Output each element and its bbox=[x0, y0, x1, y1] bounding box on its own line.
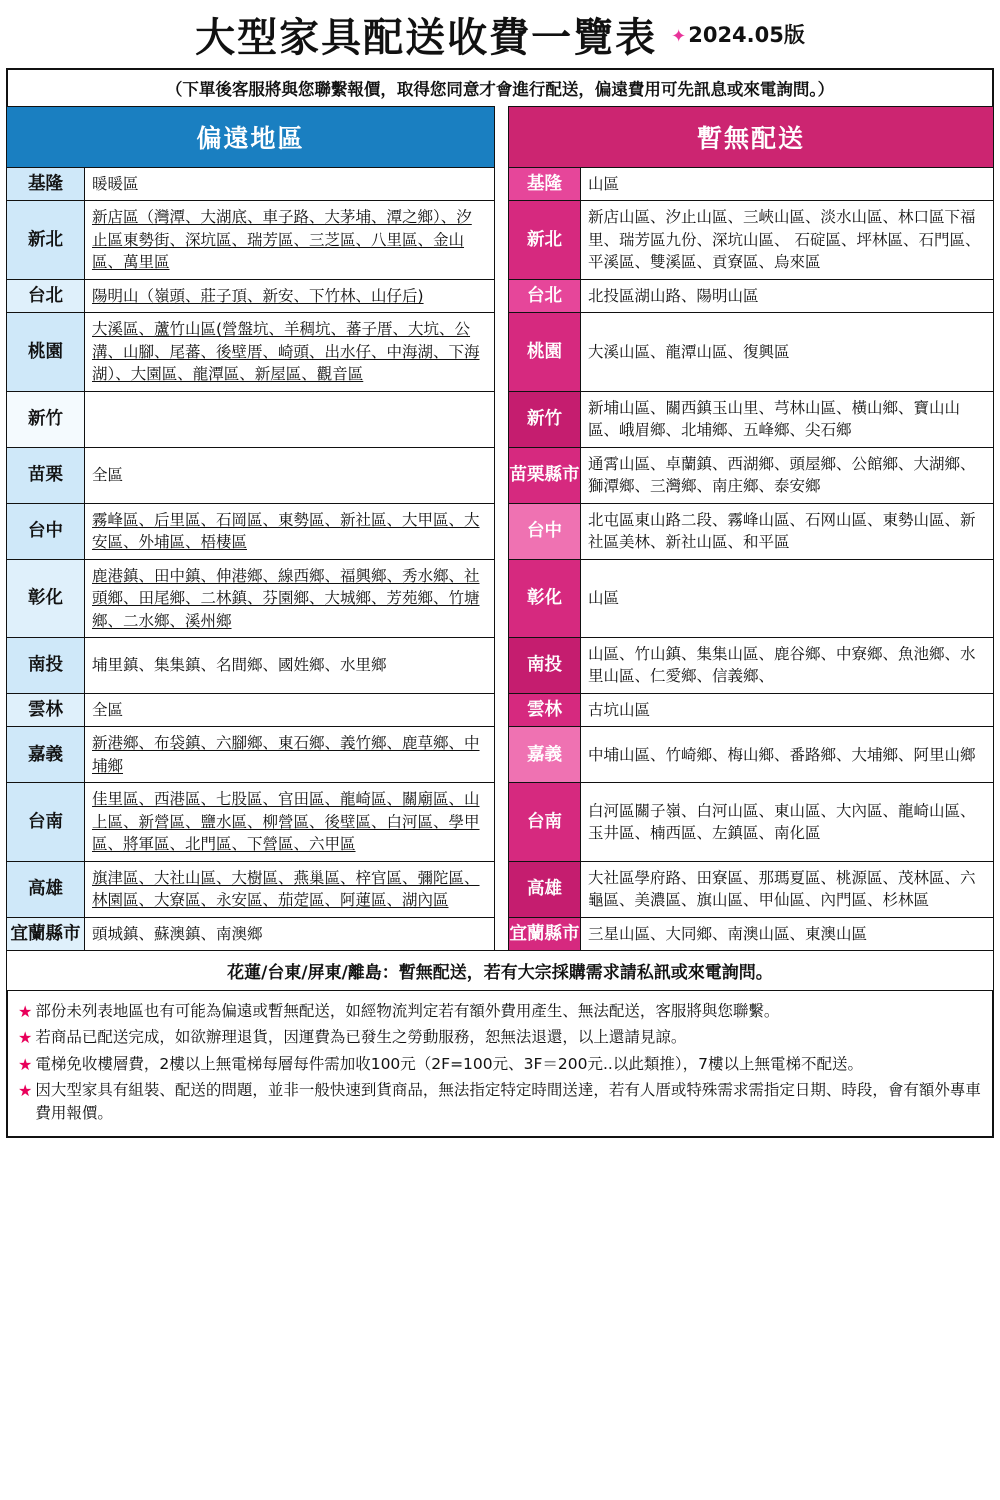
row-spacer bbox=[495, 447, 509, 503]
no-delivery-text: 新店山區、汐止山區、三峽山區、淡水山區、林口區下福里、瑞芳區九份、深坑山區、 石碇區、坪林區、石門區、平溪區、雙溪區、貢寮區、烏來區 bbox=[581, 201, 994, 279]
header-remote-area: 偏遠地區 bbox=[7, 107, 495, 168]
note-item bbox=[18, 1000, 982, 1023]
title-bar bbox=[6, 0, 994, 68]
region-label-right: 新北 bbox=[509, 201, 581, 279]
note-text: 電梯免收樓層費，2樓以上無電梯每層每件需加收100元（2F=100元、3F＝200元..以此類推），7樓以上無電梯不配送。 bbox=[35, 1054, 863, 1073]
notice-bar: （下單後客服將與您聯繫報價，取得您同意才會進行配送，偏遠費用可先訊息或來電詢問。） bbox=[6, 68, 994, 106]
table-row bbox=[7, 168, 994, 201]
no-delivery-text: 山區 bbox=[581, 168, 994, 201]
region-label-right: 南投 bbox=[509, 637, 581, 693]
star-icon: ★ bbox=[18, 1054, 33, 1074]
region-label-right: 高雄 bbox=[509, 861, 581, 917]
page-title: 大型家具配送收費一覽表 bbox=[195, 14, 658, 61]
remote-area-text: 全區 bbox=[85, 447, 495, 503]
row-spacer bbox=[495, 727, 509, 783]
region-label-left: 彰化 bbox=[7, 559, 85, 637]
no-delivery-text: 山區 bbox=[581, 559, 994, 637]
table-row bbox=[7, 727, 994, 783]
region-label-left: 雲林 bbox=[7, 693, 85, 726]
note-item bbox=[18, 1026, 982, 1049]
region-label-left: 台南 bbox=[7, 783, 85, 861]
remote-area-text: 陽明山（嶺頭、莊子頂、新安、下竹林、山仔后) bbox=[85, 279, 495, 312]
row-spacer bbox=[495, 783, 509, 861]
table-row bbox=[7, 447, 994, 503]
remote-area-text bbox=[85, 391, 495, 447]
table-header-row bbox=[7, 107, 994, 168]
version-badge bbox=[671, 19, 805, 49]
table-row bbox=[7, 917, 994, 950]
table-row bbox=[7, 313, 994, 391]
diamond-icon: ✦ bbox=[671, 26, 687, 47]
region-label-right: 桃園 bbox=[509, 313, 581, 391]
table-row bbox=[7, 391, 994, 447]
region-label-left: 台中 bbox=[7, 503, 85, 559]
region-label-right: 台北 bbox=[509, 279, 581, 312]
region-label-right: 宜蘭縣市 bbox=[509, 917, 581, 950]
no-delivery-text: 三星山區、大同鄉、南澳山區、東澳山區 bbox=[581, 917, 994, 950]
notes-section bbox=[6, 991, 994, 1138]
no-delivery-text: 北屯區東山路二段、霧峰山區、石网山區、東勢山區、新社區美林、新社山區、和平區 bbox=[581, 503, 994, 559]
table-row bbox=[7, 503, 994, 559]
table-row bbox=[7, 693, 994, 726]
table-row bbox=[7, 559, 994, 637]
region-label-left: 南投 bbox=[7, 637, 85, 693]
region-label-right: 雲林 bbox=[509, 693, 581, 726]
row-spacer bbox=[495, 693, 509, 726]
remote-area-text: 旗津區、大社山區、大樹區、燕巢區、梓官區、彌陀區、 林園區、大寮區、永安區、茄萣區、阿蓮區、湖內區 bbox=[85, 861, 495, 917]
row-spacer bbox=[495, 201, 509, 279]
region-label-left: 苗栗 bbox=[7, 447, 85, 503]
no-delivery-text: 中埔山區、竹崎鄉、梅山鄉、番路鄉、大埔鄉、阿里山鄉 bbox=[581, 727, 994, 783]
header-no-delivery: 暫無配送 bbox=[509, 107, 994, 168]
region-label-right: 彰化 bbox=[509, 559, 581, 637]
table-row bbox=[7, 201, 994, 279]
remote-area-text: 新店區（灣潭、大湖底、車子路、大茅埔、潭之鄉）、汐止區東勢街、深坑區、瑞芳區、三芝區、八里區、金山區、萬里區 bbox=[85, 201, 495, 279]
star-icon: ★ bbox=[18, 1002, 33, 1022]
version-label: 2024.05版 bbox=[688, 23, 805, 47]
note-item bbox=[18, 1079, 982, 1126]
column-spacer bbox=[495, 107, 509, 168]
region-label-right: 苗栗縣市 bbox=[509, 447, 581, 503]
row-spacer bbox=[495, 391, 509, 447]
region-label-left: 宜蘭縣市 bbox=[7, 917, 85, 950]
table-row bbox=[7, 637, 994, 693]
no-delivery-text: 新埔山區、關西鎮玉山里、芎林山區、橫山鄉、寶山山區、峨眉鄉、北埔鄉、五峰鄉、尖石鄉 bbox=[581, 391, 994, 447]
table-footnote-row bbox=[7, 951, 994, 991]
no-delivery-text: 大溪山區、龍潭山區、復興區 bbox=[581, 313, 994, 391]
region-label-left: 嘉義 bbox=[7, 727, 85, 783]
delivery-fee-table bbox=[6, 106, 994, 991]
row-spacer bbox=[495, 168, 509, 201]
row-spacer bbox=[495, 917, 509, 950]
region-label-right: 嘉義 bbox=[509, 727, 581, 783]
star-icon: ★ bbox=[18, 1080, 33, 1100]
table-footnote: 花蓮/台東/屏東/離島：暫無配送，若有大宗採購需求請私訊或來電詢問。 bbox=[7, 951, 994, 991]
row-spacer bbox=[495, 503, 509, 559]
remote-area-text: 埔里鎮、集集鎮、名間鄉、國姓鄉、水里鄉 bbox=[85, 637, 495, 693]
region-label-right: 台南 bbox=[509, 783, 581, 861]
region-label-left: 桃園 bbox=[7, 313, 85, 391]
row-spacer bbox=[495, 637, 509, 693]
remote-area-text: 鹿港鎮、田中鎮、伸港鄉、線西鄉、福興鄉、秀水鄉、社頭鄉、田尾鄉、二林鎮、芬園鄉、大城鄉、芳苑鄉、竹塘鄉、二水鄉、溪州鄉 bbox=[85, 559, 495, 637]
table-row bbox=[7, 783, 994, 861]
no-delivery-text: 北投區湖山路、陽明山區 bbox=[581, 279, 994, 312]
note-item bbox=[18, 1053, 982, 1076]
note-text: 部份未列表地區也有可能為偏遠或暫無配送，如經物流判定若有額外費用產生、無法配送，客服將與您聯繫。 bbox=[35, 1002, 780, 1021]
no-delivery-text: 白河區關子嶺、白河山區、東山區、大內區、龍崎山區、玉井區、楠西區、左鎮區、南化區 bbox=[581, 783, 994, 861]
no-delivery-text: 古坑山區 bbox=[581, 693, 994, 726]
note-text: 因大型家具有組裝、配送的問題，並非一般快速到貨商品，無法指定特定時間送達，若有人厝或特殊需求需指定日期、時段，會有額外專車費用報價。 bbox=[35, 1080, 981, 1123]
region-label-right: 台中 bbox=[509, 503, 581, 559]
region-label-left: 新竹 bbox=[7, 391, 85, 447]
region-label-left: 高雄 bbox=[7, 861, 85, 917]
no-delivery-text: 山區、竹山鎮、集集山區、鹿谷鄉、中寮鄉、魚池鄉、水里山區、仁愛鄉、信義鄉、 bbox=[581, 637, 994, 693]
remote-area-text: 大溪區、蘆竹山區(營盤坑、羊稠坑、蕃子厝、大坑、公溝、山腳、尾蕃、後壁厝、崎頭、出水仔、中海湖、下海湖）、大園區、龍潭區、新屋區、觀音區 bbox=[85, 313, 495, 391]
no-delivery-text: 通霄山區、卓蘭鎮、西湖鄉、頭屋鄉、公館鄉、大湖鄉、獅潭鄉、三灣鄉、南庄鄉、泰安鄉 bbox=[581, 447, 994, 503]
remote-area-text: 全區 bbox=[85, 693, 495, 726]
remote-area-text: 頭城鎮、蘇澳鎮、南澳鄉 bbox=[85, 917, 495, 950]
region-label-left: 台北 bbox=[7, 279, 85, 312]
remote-area-text: 新港鄉、布袋鎮、六腳鄉、東石鄉、義竹鄉、鹿草鄉、中埔鄉 bbox=[85, 727, 495, 783]
region-label-right: 新竹 bbox=[509, 391, 581, 447]
region-label-left: 基隆 bbox=[7, 168, 85, 201]
table-row bbox=[7, 861, 994, 917]
row-spacer bbox=[495, 313, 509, 391]
star-icon: ★ bbox=[18, 1028, 33, 1048]
row-spacer bbox=[495, 279, 509, 312]
row-spacer bbox=[495, 559, 509, 637]
region-label-left: 新北 bbox=[7, 201, 85, 279]
remote-area-text: 佳里區、西港區、七股區、官田區、龍崎區、關廟區、山上區、新營區、鹽水區、柳營區、後壁區、白河區、學甲區、將軍區、北門區、下營區、六甲區 bbox=[85, 783, 495, 861]
note-text: 若商品已配送完成，如欲辦理退貨，因運費為已發生之勞動服務，恕無法退還，以上還請見諒。 bbox=[35, 1028, 687, 1047]
table-row bbox=[7, 279, 994, 312]
row-spacer bbox=[495, 861, 509, 917]
no-delivery-text: 大社區學府路、田寮區、那瑪夏區、桃源區、茂林區、六龜區、美濃區、旗山區、甲仙區、內門區、杉林區 bbox=[581, 861, 994, 917]
remote-area-text: 暖暖區 bbox=[85, 168, 495, 201]
region-label-right: 基隆 bbox=[509, 168, 581, 201]
remote-area-text: 霧峰區、后里區、石岡區、東勢區、新社區、大甲區、大安區、外埔區、梧棲區 bbox=[85, 503, 495, 559]
